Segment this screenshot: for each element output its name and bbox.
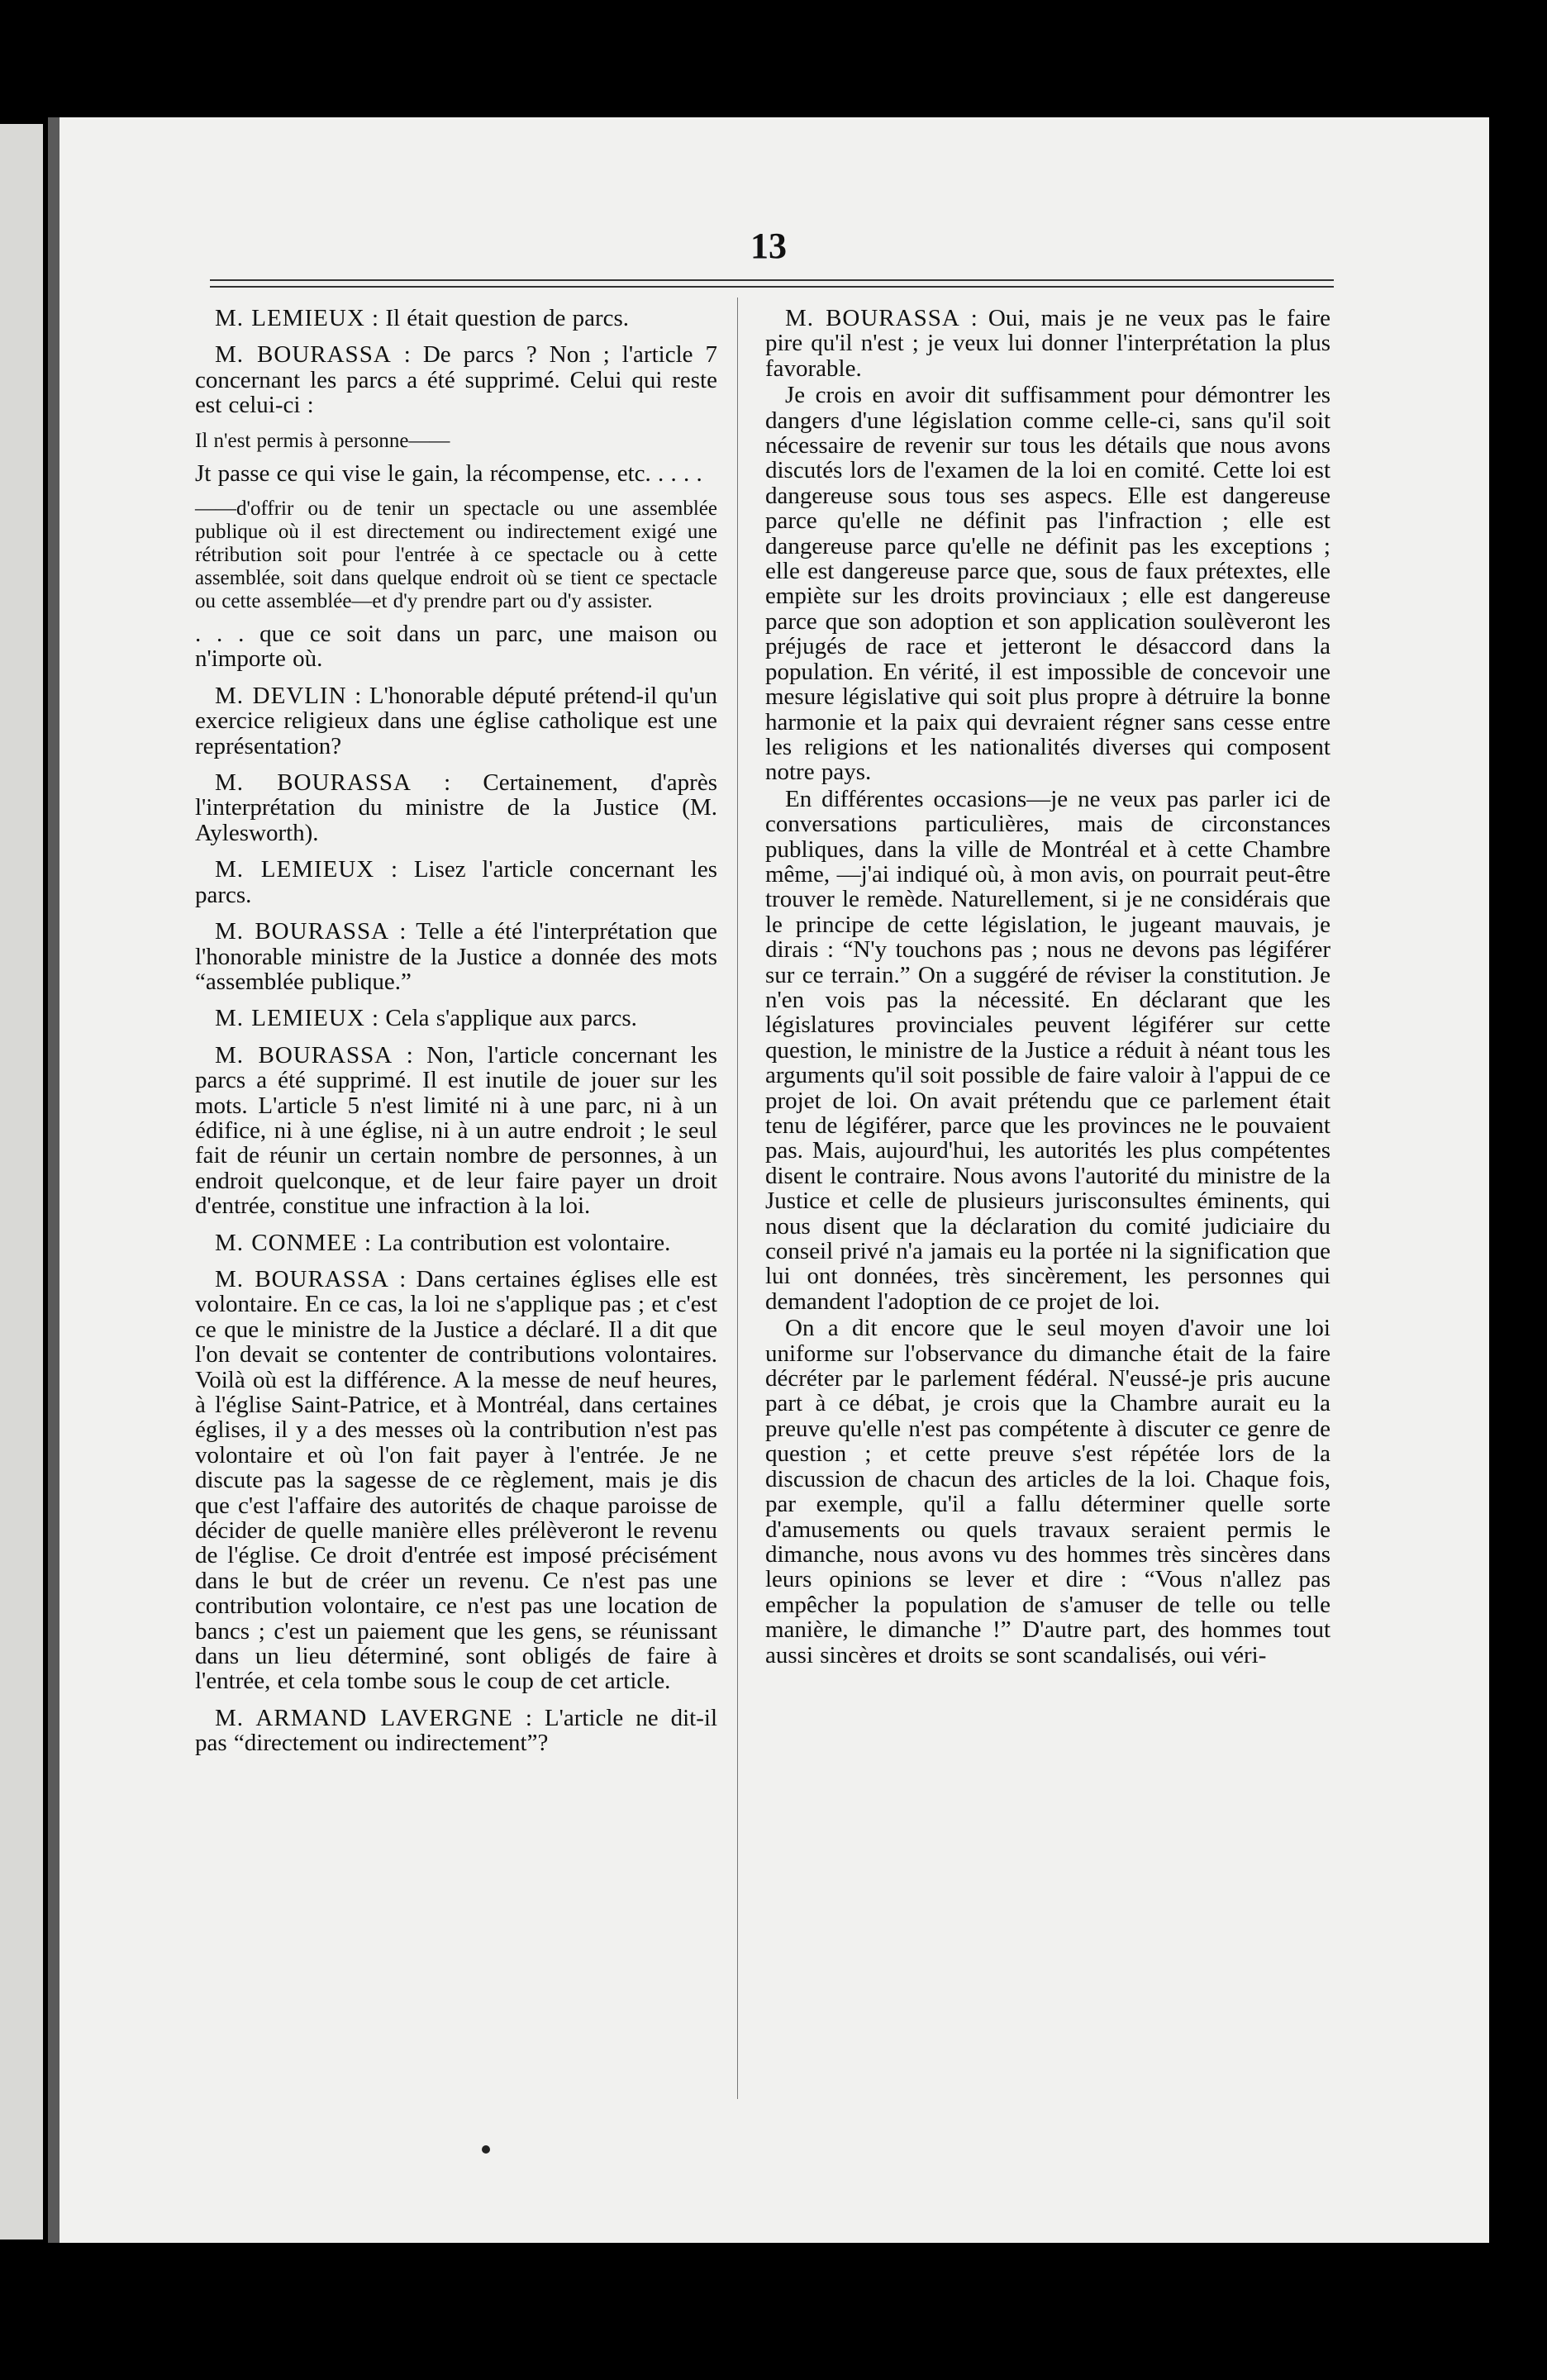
paragraph-text: Jt passe ce qui vise le gain, la récompense, etc. . . . . xyxy=(195,459,702,487)
paragraph xyxy=(765,306,1330,381)
speaker-name: M. BOURASSA xyxy=(215,918,390,945)
paragraph-text: : Oui, mais je ne veux pas le faire pire qu'il n'est ; je veux lui donner l'interprétation la plus favorable. xyxy=(765,305,1330,382)
page-number: 13 xyxy=(750,226,787,266)
paragraph-text: On a dit encore que le seul moyen d'avoir une loi uniforme sur l'observance du dimanche était de la faire décréter par le parlement fédéral. N'eussé-je pris aucune part à ce débat, je crois que la Chambre aurait eu la preuve qu'elle n'est pas compétente à discuter ce genre de question ; et cette preuve s'est répétée lors de la discussion de chacun des articles de la loi. Chaque fois, par exemple, qu'il a fallu déterminer quelle sorte d'amusements ou quels travaux seraient permis le dimanche, nous avons vu des hommes très sincères dans leurs opinions se lever et dire : “Vous n'allez pas empêcher la population de s'amuser de telle ou telle manière, le dimanche !” D'autre part, des hommes tout aussi sincères et droits se sont scandalisés, oui véri- xyxy=(765,1315,1330,1668)
paragraph-text: : Lisez l'article concernant les parcs. xyxy=(195,856,718,908)
paragraph xyxy=(195,857,717,907)
left-column xyxy=(195,306,717,1768)
paragraph xyxy=(195,430,717,453)
paragraph-text: : Telle a été l'interprétation que l'honorable ministre de la Justice a donnée des mots “assemblée publique.” xyxy=(195,918,718,995)
paragraph xyxy=(195,1267,717,1694)
paragraph-text: En différentes occasions—je ne veux pas parler ici de conversations particulières, mais de circonstances publiques, dans la ville de Montréal et à cette Chambre même, —j'ai indiqué où, à mon avis, on pourrait peut-être trouver le remède. Naturellement, si je ne considérais que le principe de cette législation, le jugeant mauvais, je dirais : “N'y touchons pas ; nous ne devons pas légiférer sur ce terrain.” On a suggéré de réviser la constitution. Je n'en vois pas la nécessité. En déclarant que les législatures provinciales peuvent légiférer sur cette question, le ministre de la Justice a réduit à néant tous les arguments qu'il soit possible de faire valoir à l'appui de ce projet de loi. On avait prétendu que ce parlement était tenu de légiférer, parce que les provinces ne le pouvaient pas. Mais, aujourd'hui, les autorités les plus compétentes disent le contraire. Nous avons l'autorité du ministre de la Justice et celle de plusieurs jurisconsultes éminents, qui nous disent que la déclaration du comité judiciaire du conseil privé n'a jamais eu la portée ni la signification que lui ont données, très sincèrement, les personnes qui demandent l'adoption de ce projet de loi. xyxy=(765,785,1330,1315)
speaker-name: M. LEMIEUX xyxy=(215,1005,365,1032)
paragraph-text: : Il était question de parcs. xyxy=(364,305,630,331)
speaker-name: M. BOURASSA xyxy=(215,1265,389,1292)
paragraph xyxy=(765,1316,1330,1668)
paragraph xyxy=(195,770,717,845)
speaker-name: M. LEMIEUX xyxy=(215,305,365,331)
paragraph-text: : L'honorable député prétend-il qu'un exercice religieux dans une église catholique est une représentation? xyxy=(195,682,717,759)
speaker-name: M. BOURASSA xyxy=(215,1041,393,1069)
paragraph xyxy=(195,1043,717,1219)
paragraph xyxy=(765,787,1330,1315)
speaker-name: M. LEMIEUX xyxy=(215,856,375,883)
paragraph-text: Je crois en avoir dit suffisamment pour démontrer les dangers d'une législation comme celle-ci, sans qu'il soit nécessaire de revenir sur tous les détails que nous avons discutés lors de l'examen de la loi en comité. Cette loi est dangereuse sous tous ses aspecs. Elle est dangereuse parce qu'elle ne définit pas l'infraction ; elle est dangereuse parce qu'elle ne définit pas les exceptions ; elle est dangereuse parce que, sous de faux prétextes, elle empiète sur les droits provinciaux ; elle est dangereuse parce que son adoption et son application soulèveront les préjugés de race et jetteront le désaccord dans la population. En vérité, il est impossible de concevoir une mesure législative qui soit plus propre à détruire la bonne harmonie et la paix qui devraient régner sans cesse entre les religions et les nationalités diverses qui composent notre pays. xyxy=(765,382,1330,786)
paragraph-text: ——d'offrir ou de tenir un spectacle ou une assemblée publique où il est directement ou indirectement exigé une rétribution soit pour l'entrée à ce spectacle ou à cette assemblée, soit dans quelque endroit où se tient ce spectacle ou cette assemblée—et d'y prendre part ou d'y assister. xyxy=(195,497,717,613)
paragraph xyxy=(195,1706,717,1756)
header-rule-bottom xyxy=(210,286,1334,288)
paragraph xyxy=(195,621,717,672)
paragraph-text: : Dans certaines églises elle est volontaire. En ce cas, la loi ne s'applique pas ; et c'est ce que le ministre de la Justice a déclaré. Il a dit que l'on devait se contenter de contributions volontaires. Voilà où est la différence. A la messe de neuf heures, à l'église Saint-Patrice, et à Montréal, dans certaines églises, il y a des messes où la contribution n'est pas volontaire et où l'on fait payer à l'entrée. Je ne discute pas la sagesse de ce règlement, mais je dis que c'est l'affaire des autorités de chaque paroisse de décider de quelle manière elles prélèveront le revenu de l'église. Ce droit d'entrée est imposé précisément dans le but de créer un revenu. Ce n'est pas une contribution volontaire, ce n'est pas une location de bancs ; c'est un paiement que les gens, se réunissant dans un lieu déterminé, sont obligés de faire à l'entrée, et cela tombe sous le coup de cet article. xyxy=(195,1265,718,1695)
adjacent-page-edge xyxy=(0,124,43,2240)
paragraph-text: . . . que ce soit dans un parc, une maison ou n'importe où. xyxy=(195,621,717,673)
speaker-name: M. DEVLIN xyxy=(215,682,347,709)
paragraph-text: : Non, l'article concernant les parcs a été supprimé. Il est inutile de jouer sur les mots. L'article 5 n'est limité ni à une parc, ni à un édifice, ni à une église, ni à un autre endroit ; le seul fait de réunir un certain nombre de personnes, à un endroit quelconque, et de leur faire payer un droit d'entrée, constitue une infraction à la loi. xyxy=(195,1041,718,1220)
paragraph xyxy=(195,342,717,417)
right-column xyxy=(765,306,1330,1669)
paragraph-text: : Cela s'applique aux parcs. xyxy=(364,1005,637,1032)
paragraph xyxy=(195,461,717,486)
speaker-name: M. BOURASSA xyxy=(215,341,392,369)
paragraph xyxy=(195,683,717,759)
speaker-name: M. ARMAND LAVERGNE xyxy=(215,1704,513,1731)
paragraph xyxy=(195,1230,717,1255)
speaker-name: M. BOURASSA xyxy=(785,305,960,331)
column-divider xyxy=(737,298,738,2099)
speaker-name: M. BOURASSA xyxy=(215,769,412,797)
paragraph-text: Il n'est permis à personne—— xyxy=(195,429,450,452)
paragraph-text: : L'article ne dit-il pas “directement ou indirectement”? xyxy=(195,1704,717,1757)
paragraph xyxy=(195,497,717,613)
paragraph xyxy=(195,306,717,331)
paragraph-text: : La contribution est volontaire. xyxy=(357,1229,671,1256)
paragraph xyxy=(195,1006,717,1031)
header-rule-top xyxy=(210,279,1334,281)
paragraph xyxy=(195,919,717,994)
document-page xyxy=(48,117,1489,2243)
speaker-name: M. CONMEE xyxy=(215,1229,358,1256)
paragraph xyxy=(765,383,1330,785)
printed-dot xyxy=(482,2145,490,2154)
paragraph-text: : Certainement, d'après l'interprétation du ministre de la Justice (M. Aylesworth). xyxy=(195,769,717,846)
paragraph-text: : De parcs ? Non ; l'article 7 concernant les parcs a été supprimé. Celui qui reste est celui-ci : xyxy=(195,341,718,419)
